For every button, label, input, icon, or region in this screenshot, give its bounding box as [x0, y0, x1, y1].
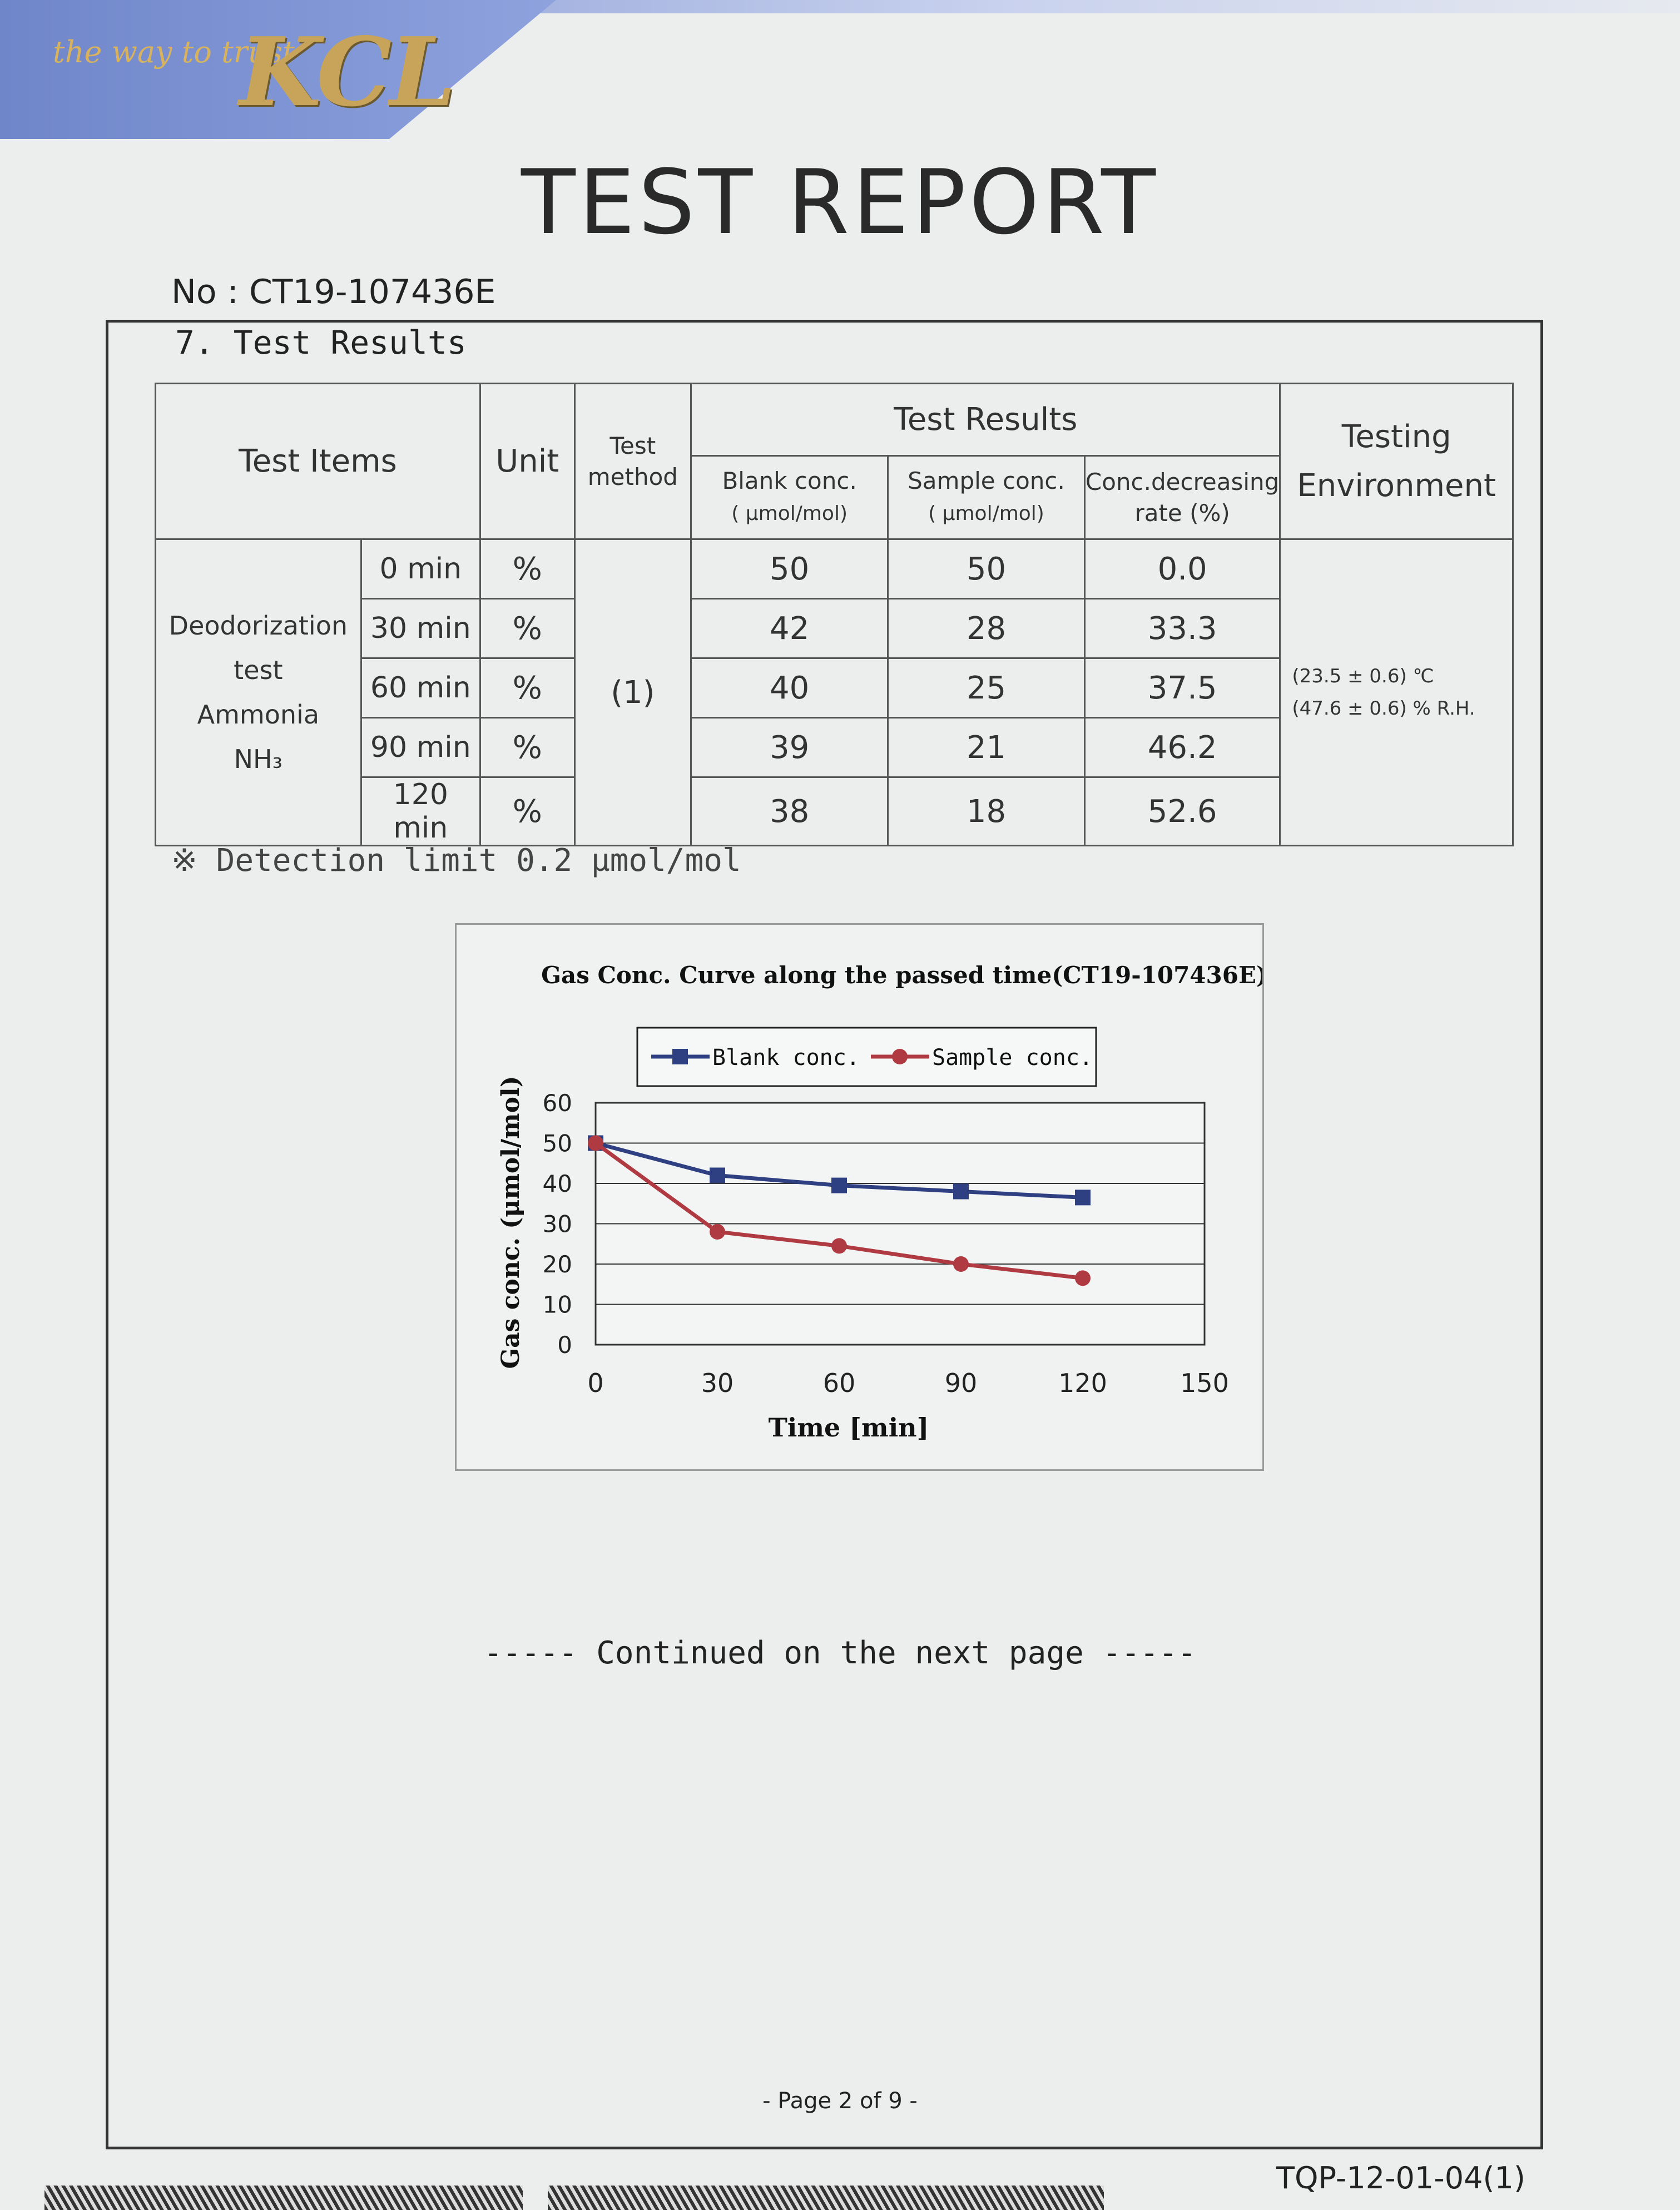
x-tick-label: 60	[822, 1368, 856, 1398]
legend-entry: Sample conc.	[932, 1045, 1093, 1071]
header-test-results: Test Results	[691, 384, 1280, 456]
header-blank-line2: ( μmol/mol)	[731, 502, 848, 525]
tagline: the way to trust	[53, 34, 295, 70]
data-point	[710, 1168, 725, 1183]
header-test-method	[574, 384, 691, 539]
line-chart	[457, 925, 1262, 1469]
header-rate	[1084, 456, 1280, 539]
legend-marker	[892, 1049, 908, 1064]
detection-limit-note: ※ Detection limit 0.2 μmol/mol	[171, 843, 741, 879]
results-table	[155, 383, 1514, 846]
subject-line2: test	[234, 655, 283, 685]
y-tick-label: 50	[542, 1129, 572, 1157]
data-point	[1075, 1190, 1091, 1205]
data-point	[710, 1224, 725, 1240]
legend-entry: Blank conc.	[712, 1045, 860, 1071]
header-blank-conc	[691, 456, 888, 539]
header-test-items: Test Items	[156, 384, 480, 539]
rate-cell: 46.2	[1084, 718, 1280, 777]
page-title: TEST REPORT	[521, 150, 1159, 254]
subject-line4: NH₃	[234, 744, 283, 774]
chart-legend	[637, 1028, 1096, 1086]
sample-cell: 50	[888, 539, 1085, 599]
subject-line3: Ammonia	[197, 700, 320, 730]
x-axis-label: Time [min]	[768, 1413, 929, 1443]
continued-note: ----- Continued on the next page -----	[483, 1635, 1197, 1671]
unit-cell: %	[480, 599, 574, 658]
test-method-cell: (1)	[574, 539, 691, 846]
sample-cell: 25	[888, 658, 1085, 718]
time-cell: 30 min	[361, 599, 480, 658]
env-humidity: (47.6 ± 0.6) % R.H.	[1292, 697, 1475, 720]
y-tick-label: 0	[557, 1331, 572, 1359]
header-sample-line2: ( μmol/mol)	[928, 502, 1044, 525]
sample-cell: 28	[888, 599, 1085, 658]
barcode-strip-right	[548, 2186, 1104, 2210]
rate-cell: 52.6	[1084, 777, 1280, 846]
form-code: TQP-12-01-04(1)	[1276, 2161, 1525, 2196]
y-tick-label: 20	[542, 1251, 572, 1278]
header-sample-line1: Sample conc.	[908, 467, 1065, 494]
barcode-strip-left	[44, 2186, 523, 2210]
header-unit: Unit	[480, 384, 574, 539]
y-tick-label: 10	[542, 1291, 572, 1319]
chart-title: Gas Conc. Curve along the passed time(CT19-107436E)	[541, 962, 1262, 989]
x-tick-label: 0	[587, 1368, 604, 1398]
x-tick-label: 150	[1180, 1368, 1229, 1398]
y-tick-label: 30	[542, 1210, 572, 1238]
header-rate-line2: rate (%)	[1134, 499, 1230, 527]
blank-cell: 38	[691, 777, 888, 846]
data-point	[953, 1184, 969, 1200]
test-subject	[156, 539, 361, 846]
legend-marker	[672, 1049, 688, 1064]
x-tick-label: 30	[701, 1368, 734, 1398]
unit-cell: %	[480, 658, 574, 718]
data-point	[588, 1136, 603, 1151]
data-point	[1075, 1270, 1091, 1286]
time-cell: 120 min	[361, 777, 480, 846]
time-cell: 90 min	[361, 718, 480, 777]
time-cell: 60 min	[361, 658, 480, 718]
data-point	[831, 1178, 847, 1193]
page-number: - Page 2 of 9 -	[762, 2088, 918, 2114]
x-tick-label: 90	[944, 1368, 978, 1398]
unit-cell: %	[480, 777, 574, 846]
data-point	[953, 1256, 969, 1272]
report-number: No : CT19-107436E	[171, 272, 496, 311]
unit-cell: %	[480, 718, 574, 777]
header-rate-line1: Conc.decreasing	[1085, 468, 1280, 495]
y-axis-label: Gas conc. (μmol/mol)	[497, 1076, 525, 1369]
header-test-method-line2: method	[587, 463, 678, 490]
y-tick-label: 60	[542, 1089, 572, 1117]
blank-cell: 42	[691, 599, 888, 658]
blank-cell: 50	[691, 539, 888, 599]
section-title: 7. Test Results	[175, 324, 467, 361]
blank-cell: 39	[691, 718, 888, 777]
header-environment-line1: Testing	[1341, 418, 1451, 455]
time-cell: 0 min	[361, 539, 480, 599]
rate-cell: 33.3	[1084, 599, 1280, 658]
blank-cell: 40	[691, 658, 888, 718]
y-tick-label: 40	[542, 1170, 572, 1197]
header-test-method-line1: Test	[609, 432, 656, 459]
header-sample-conc	[888, 456, 1085, 539]
subject-line1: Deodorization	[169, 611, 348, 641]
rate-cell: 0.0	[1084, 539, 1280, 599]
header-environment-line2: Environment	[1297, 467, 1496, 504]
unit-cell: %	[480, 539, 574, 599]
rate-cell: 37.5	[1084, 658, 1280, 718]
header-blank-line1: Blank conc.	[722, 467, 857, 494]
sample-cell: 18	[888, 777, 1085, 846]
kcl-logo: KCL	[239, 17, 454, 128]
data-point	[831, 1238, 847, 1253]
sample-cell: 21	[888, 718, 1085, 777]
environment-cell	[1280, 539, 1513, 846]
env-temperature: (23.5 ± 0.6) ℃	[1292, 665, 1434, 687]
header-environment	[1280, 384, 1513, 539]
chart-container	[455, 923, 1264, 1471]
x-tick-label: 120	[1058, 1368, 1107, 1398]
